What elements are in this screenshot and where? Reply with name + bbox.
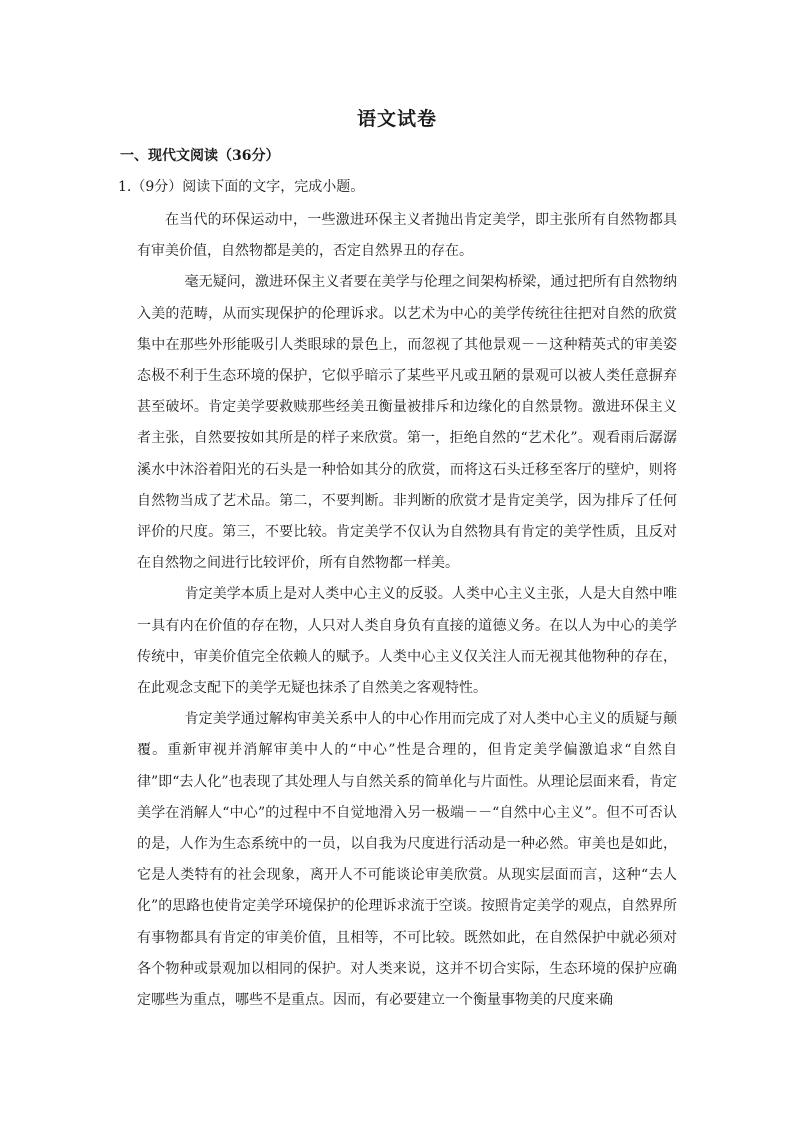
passage-paragraph-4: 肯定美学通过解构审美关系中人的中心作用而完成了对人类中心主义的质疑与颠覆。重新审视并消解审美中人的“中心”性是合理的，但肯定美学偏激追求“自然自律”即“去人化”也表现了其处理人与自然关系的简单化与片面性。从理论层面来看，肯定美学在消解人“中心”的过程中不自觉地滑入另一极端－－“自然中心主义”。但不可否认的是，人作为生态系统中的一员，以自我为尺度进行活动是一种必然。审美也是如此，它是人类特有的社会现象，离开人不可能谈论审美欣赏。从现实层面而言，这种“去人化”的思路也使肯定美学环境保护的伦理诉求流于空谈。按照肯定美学的观点，自然界所有事物都具有肯定的审美价值，且相等，不可比较。既然如此，在自然保护中就必须对各个物种或景观加以相同的保护。对人类来说，这并不切合实际，生态环境的保护应确定哪些为重点，哪些不是重点。因而，有必要建立一个衡量事物美的尺度来确 <box>137 711 677 1009</box>
question-prompt: 1.（9分）阅读下面的文字，完成小题。 <box>118 179 365 195</box>
passage-paragraph-3: 肯定美学本质上是对人类中心主义的反驳。人类中心主义主张，人是大自然中唯一具有内在价值的存在物，人只对人类自身负有直接的道德义务。在以人为中心的美学传统中，审美价值完全依赖人的赋予。人类中心主义仅关注人而无视其他物种的存在，在此观念支配下的美学无疑也抹杀了自然美之客观特性。 <box>137 586 677 697</box>
section-heading: 一、现代文阅读（36分） <box>120 148 280 164</box>
exam-title: 语文试卷 <box>356 108 437 130</box>
passage-paragraph-2: 毫无疑问，激进环保主义者要在美学与伦理之间架构桥梁，通过把所有自然物纳入美的范畴，从而实现保护的伦理诉求。以艺术为中心的美学传统往往把对自然的欣赏集中在那些外形能吸引人类眼球的景色上，而忽视了其他景观－－这种精英式的审美姿态极不利于生态环境的保护，它似乎暗示了某些平凡或丑陋的景观可以被人类任意摒弃甚至破坏。肯定美学要救赎那些经美丑衡量被排斥和边缘化的自然景物。激进环保主义者主张，自然要按如其所是的样子来欣赏。第一，拒绝自然的“艺术化”。观看雨后潺潺溪水中沐浴着阳光的石头是一种恰如其分的欣赏，而将这石头迁移至客厅的壁炉，则将自然物当成了艺术品。第二，不要判断。非判断的欣赏才是肯定美学，因为排斥了任何评价的尺度。第三，不要比较。肯定美学不仅认为自然物具有肯定的美学性质，且反对在自然物之间进行比较评价，所有自然物都一样美。 <box>137 274 677 572</box>
passage-paragraph-1: 在当代的环保运动中，一些激进环保主义者抛出肯定美学，即主张所有自然物都具有审美价值，自然物都是美的，否定自然界丑的存在。 <box>137 212 677 260</box>
reading-passage <box>137 205 677 1016</box>
